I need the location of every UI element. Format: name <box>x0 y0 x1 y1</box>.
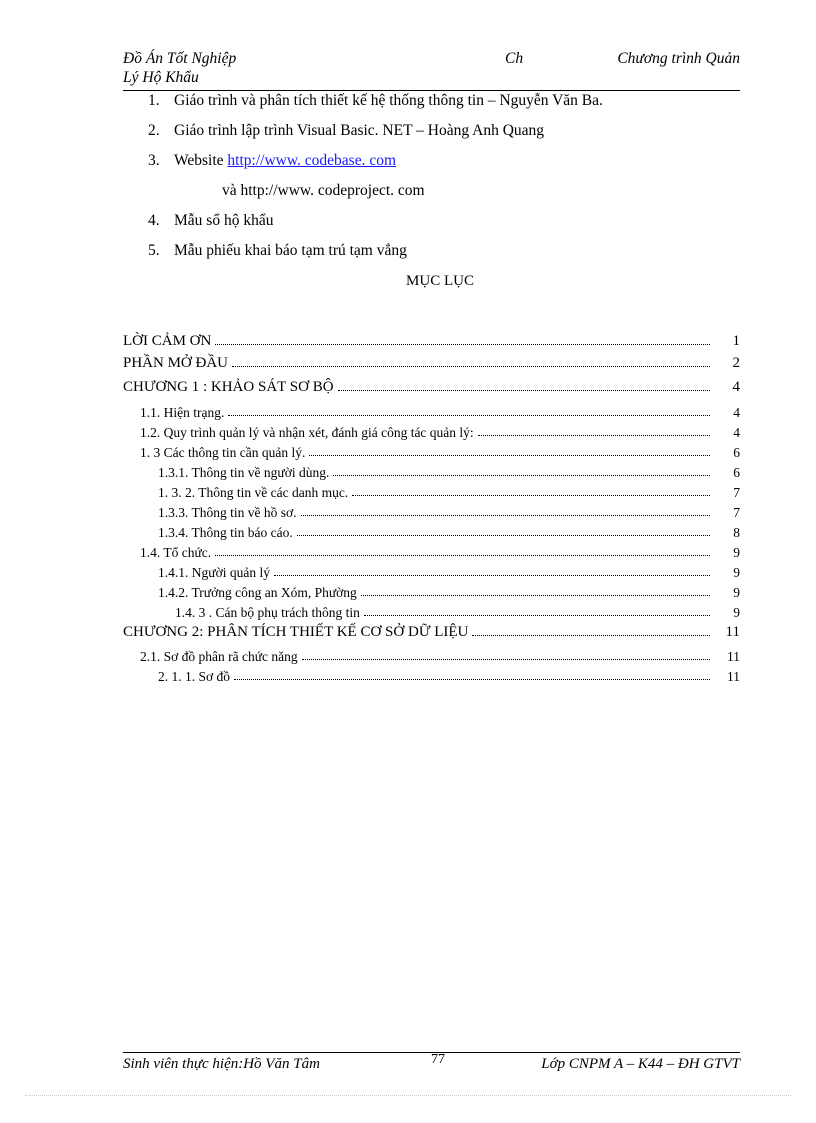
reference-continuation: và http://www. codeproject. com <box>222 182 425 199</box>
toc-leader <box>301 514 710 516</box>
toc-entry-page: 7 <box>733 485 740 500</box>
toc-entry-title: CHƯƠNG 2: PHÂN TÍCH THIẾT KẾ CƠ SỞ DỮ LIỆU <box>123 624 469 640</box>
toc-entry-title: 1.3.4. Thông tin báo cáo. <box>158 525 293 540</box>
toc-entry-page: 6 <box>733 465 740 480</box>
toc-entry-title: CHƯƠNG 1 : KHẢO SÁT SƠ BỘ <box>123 379 334 395</box>
toc-leader <box>215 343 710 345</box>
toc-leader <box>333 474 710 476</box>
toc-entry-title: 1.4.2. Trưởng công an Xóm, Phường <box>158 585 357 600</box>
toc-entry[interactable] <box>158 581 740 601</box>
toc-entry-page: 2 <box>732 355 740 371</box>
toc-leader <box>338 389 710 391</box>
toc-entry-title: 1.1. Hiện trạng. <box>140 405 225 420</box>
toc-entry-page: 9 <box>733 605 740 620</box>
header-second-line: Lý Hộ Khẩu <box>123 69 199 86</box>
reference-number: 2. <box>148 122 160 139</box>
toc-entry-title: 1.2. Quy trình quản lý và nhận xét, đánh giá công tác quản lý: <box>140 425 474 440</box>
toc-entry-title: 1.4. 3 . Cán bộ phụ trách thông tin <box>175 605 360 620</box>
toc-entry-title: 1. 3 Các thông tin cần quản lý. <box>140 445 306 460</box>
toc-entry-page: 9 <box>733 545 740 560</box>
toc-entry[interactable] <box>175 601 740 621</box>
toc-entry[interactable] <box>140 541 740 561</box>
footer-class: Lớp CNPM A – K44 – ĐH GTVT <box>541 1056 740 1072</box>
toc-entry-page: 1 <box>732 333 740 349</box>
toc-entry[interactable] <box>123 621 740 641</box>
toc-entry-page: 4 <box>733 425 740 440</box>
reference-text: Giáo trình lập trình Visual Basic. NET – Hoàng Anh Quang <box>174 122 545 139</box>
reference-item <box>148 242 407 260</box>
toc-entry[interactable] <box>158 501 740 521</box>
toc-leader <box>228 414 710 416</box>
reference-item <box>148 152 396 170</box>
toc-leader <box>232 365 710 367</box>
toc-entry[interactable] <box>158 481 740 501</box>
header-rule <box>123 90 740 91</box>
reference-number: 3. <box>148 152 160 169</box>
footer-author: Sinh viên thực hiện:Hồ Văn Tâm <box>123 1056 320 1072</box>
toc-leader <box>364 614 710 616</box>
header-middle: Ch <box>505 50 524 67</box>
toc-entry[interactable] <box>158 521 740 541</box>
toc-entry-title: LỜI CẢM ƠN <box>123 333 212 349</box>
toc-leader <box>478 434 710 436</box>
toc-entry-page: 9 <box>733 565 740 580</box>
toc-entry[interactable] <box>140 401 740 421</box>
reference-item <box>148 122 544 140</box>
reference-number: 5. <box>148 242 160 259</box>
toc-leader <box>215 554 710 556</box>
toc-entry-page: 4 <box>733 405 740 420</box>
toc-entry[interactable] <box>123 352 740 372</box>
reference-item <box>148 212 273 230</box>
toc-entry-title: 1.4. Tổ chức. <box>140 545 212 560</box>
toc-leader <box>297 534 710 536</box>
toc-entry-title: 2.1. Sơ đồ phân rã chức năng <box>140 649 298 664</box>
website-link[interactable]: http://www. codebase. com <box>227 152 397 169</box>
toc-entry-title: PHẦN MỞ ĐẦU <box>123 355 229 371</box>
reference-text: Website <box>174 152 228 169</box>
toc-entry-page: 11 <box>727 669 740 684</box>
toc-leader <box>472 634 710 636</box>
header-right: Chương trình Quản <box>617 50 740 67</box>
toc-entry-page: 4 <box>732 379 740 395</box>
toc-entry-page: 9 <box>733 585 740 600</box>
toc-title: MỤC LỤC <box>406 273 474 289</box>
reference-text: Mẫu phiếu khai báo tạm trú tạm vắng <box>174 242 407 259</box>
page-header <box>123 48 740 92</box>
toc-leader <box>274 574 710 576</box>
toc-entry-page: 8 <box>733 525 740 540</box>
toc-entry-page: 6 <box>733 445 740 460</box>
reference-text: Mẫu sổ hộ khẩu <box>174 212 274 229</box>
toc-leader <box>309 454 710 456</box>
toc-entry[interactable] <box>140 645 740 665</box>
toc-entry-page: 7 <box>733 505 740 520</box>
toc-leader <box>352 494 710 496</box>
toc-entry[interactable] <box>123 376 740 396</box>
reference-item <box>148 92 603 110</box>
toc-entry-title: 1.3.1. Thông tin về người dùng. <box>158 465 330 480</box>
page-number: 77 <box>431 1052 445 1067</box>
toc-entry-page: 11 <box>727 649 740 664</box>
toc-entry-title: 1.3.3. Thông tin về hồ sơ. <box>158 505 297 520</box>
reference-text: Giáo trình và phân tích thiết kế hệ thống thông tin – Nguyễn Văn Ba. <box>174 92 603 109</box>
toc-entry[interactable] <box>158 461 740 481</box>
header-title: Đồ Án Tốt Nghiệp <box>123 50 237 67</box>
toc-entry-title: 1. 3. 2. Thông tin về các danh mục. <box>158 485 349 500</box>
toc-leader <box>302 658 710 660</box>
toc-entry-title: 2. 1. 1. Sơ đồ <box>158 669 231 684</box>
toc-entry[interactable] <box>123 330 740 350</box>
reference-number: 4. <box>148 212 160 229</box>
toc-leader <box>234 678 710 680</box>
toc-leader <box>361 594 710 596</box>
toc-entry-page: 11 <box>725 624 740 640</box>
toc-entry-title: 1.4.1. Người quản lý <box>158 565 270 580</box>
toc-entry[interactable] <box>140 421 740 441</box>
toc-entry[interactable] <box>158 561 740 581</box>
toc-entry[interactable] <box>158 665 740 685</box>
toc-entry[interactable] <box>140 441 740 461</box>
reference-number: 1. <box>148 92 160 109</box>
page-bottom-border <box>25 1095 791 1096</box>
